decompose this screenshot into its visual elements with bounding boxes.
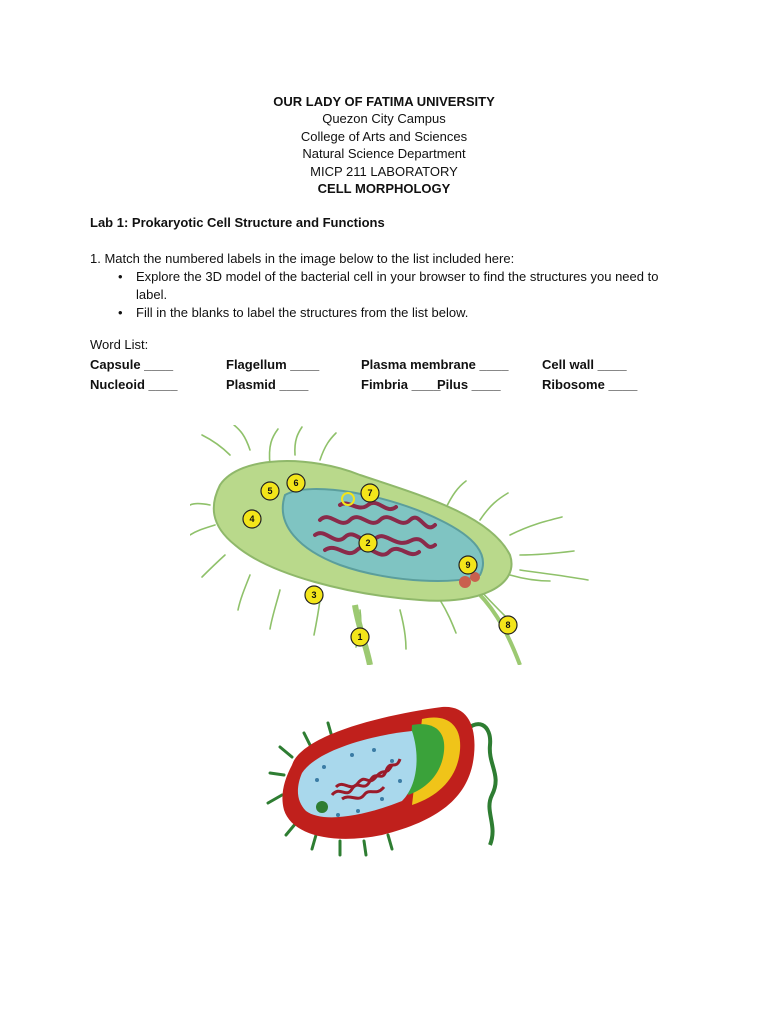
bacterial-cell-3d-figure — [190, 425, 590, 665]
instruction-bullet: • Explore the 3D model of the bacterial cell in your browser to find the structures you need to label. — [118, 268, 680, 304]
word-plasmid: Plasmid ____ — [226, 377, 309, 392]
campus-name: Quezon City Campus — [322, 111, 446, 127]
svg-text:3: 3 — [311, 590, 317, 600]
university-name: OUR LADY OF FATIMA UNIVERSITY — [273, 94, 495, 109]
instruction-bullets — [90, 268, 680, 322]
svg-text:7: 7 — [367, 488, 373, 498]
callout-9 — [459, 556, 477, 574]
word-plasma-membrane: Plasma membrane ____ — [361, 357, 509, 372]
word-flagellum: Flagellum ____ — [226, 357, 320, 372]
instruction-bullet: • Fill in the blanks to label the structures from the list below. — [118, 304, 680, 322]
word-list-label: Word List: — [90, 337, 149, 352]
instruction-item-1: 1. Match the numbered labels in the image below to the list included here: — [90, 251, 515, 266]
callout-5 — [261, 482, 279, 500]
bacterial-cell-cutaway-figure — [262, 695, 502, 865]
callout-7 — [361, 484, 379, 502]
svg-text:2: 2 — [365, 538, 371, 548]
plasmid — [316, 801, 328, 813]
svg-text:9: 9 — [465, 560, 471, 570]
topic-title: CELL MORPHOLOGY — [317, 181, 451, 197]
callout-2 — [359, 534, 377, 552]
document-header — [0, 93, 768, 197]
svg-text:6: 6 — [293, 478, 299, 488]
course-code: MICP 211 LABORATORY — [310, 163, 458, 179]
svg-text:5: 5 — [267, 486, 273, 496]
svg-text:1: 1 — [357, 632, 363, 642]
lab-title: Lab 1: Prokaryotic Cell Structure and Functions — [90, 215, 385, 230]
department-name: Natural Science Department — [302, 146, 466, 162]
callout-4 — [243, 510, 261, 528]
instructions — [90, 250, 680, 322]
callout-3 — [305, 586, 323, 604]
callout-1 — [351, 628, 369, 646]
word-nucleoid: Nucleoid ____ — [90, 377, 178, 392]
ribosome-cluster — [459, 576, 471, 588]
callout-8 — [499, 616, 517, 634]
word-capsule: Capsule ____ — [90, 357, 174, 372]
svg-text:4: 4 — [249, 514, 255, 524]
callout-6 — [287, 474, 305, 492]
word-cell-wall: Cell wall ____ — [542, 357, 627, 372]
college-name: College of Arts and Sciences — [300, 128, 468, 144]
word-fimbria: Fimbria ____ — [361, 377, 441, 392]
word-ribosome: Ribosome ____ — [542, 377, 638, 392]
word-pilus: Pilus ____ — [437, 377, 501, 392]
svg-text:8: 8 — [505, 620, 511, 630]
